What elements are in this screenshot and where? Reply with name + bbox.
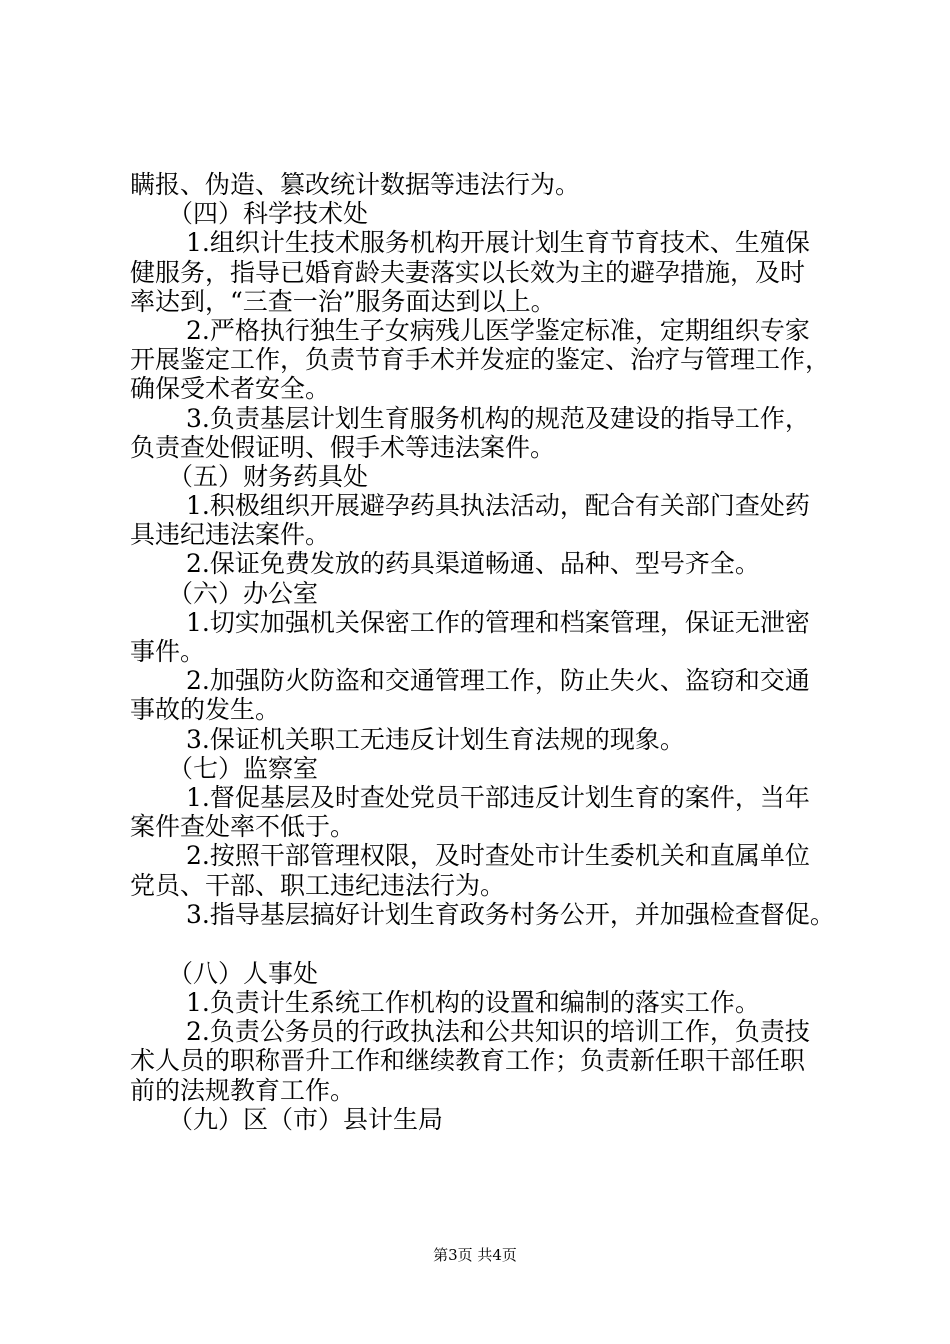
- item-first-line: 1.督促基层及时查处党员干部违反计划生育的案件，当年: [186, 782, 810, 812]
- section-heading: （五）财务药具处: [168, 461, 369, 491]
- body-line: 事故的发生。: [130, 695, 281, 725]
- body-line: 具违纪违法案件。: [130, 520, 331, 550]
- body-line: 确保受术者安全。: [130, 374, 331, 404]
- body-line: 前的法规教育工作。: [130, 1075, 356, 1105]
- body-line: 案件查处率不低于。: [130, 812, 356, 842]
- item-first-line: 3.保证机关职工无违反计划生育法规的现象。: [186, 724, 685, 754]
- body-line: 事件。: [130, 637, 206, 666]
- body-line: 开展鉴定工作，负责节育手术并发症的鉴定、治疗与管理工作，: [130, 345, 831, 375]
- item-first-line: 1.切实加强机关保密工作的管理和档案管理，保证无泄密: [186, 607, 810, 637]
- body-line: 率达到，“三查一治”服务面达到以上。: [130, 286, 556, 316]
- body-line: 负责查处假证明、假手术等违法案件。: [130, 432, 556, 462]
- document-body: [130, 170, 845, 1134]
- item-first-line: 2.按照干部管理权限，及时查处市计生委机关和直属单位: [186, 841, 810, 871]
- item-first-line: 2.负责公务员的行政执法和公共知识的培训工作，负责技: [186, 1017, 810, 1047]
- item-first-line: 3.负责基层计划生育服务机构的规范及建设的指导工作，: [186, 403, 810, 433]
- item-first-line: 2.保证免费发放的药具渠道畅通、品种、型号齐全。: [186, 549, 760, 579]
- section-heading: （九）区（市）县计生局: [168, 1104, 444, 1134]
- section-heading: （八）人事处: [168, 958, 319, 988]
- section-heading: （七）监察室: [168, 753, 319, 783]
- body-line: 健服务，指导已婚育龄夫妻落实以长效为主的避孕措施，及时: [130, 257, 806, 287]
- item-first-line: 2.加强防火防盗和交通管理工作，防止失火、盗窃和交通: [186, 666, 810, 696]
- item-first-line: 1.组织计生技术服务机构开展计划生育节育技术、生殖保: [186, 228, 810, 258]
- body-line: 术人员的职称晋升工作和继续教育工作；负责新任职干部任职: [130, 1046, 806, 1076]
- body-line: 瞒报、伪造、篡改统计数据等违法行为。: [130, 170, 581, 199]
- item-first-line: 1.积极组织开展避孕药具执法活动，配合有关部门查处药: [186, 491, 810, 521]
- body-line: 党员、干部、职工违纪违法行为。: [130, 870, 506, 900]
- item-first-line: 2.严格执行独生子女病残儿医学鉴定标准，定期组织专家: [186, 315, 810, 345]
- section-heading: （六）办公室: [168, 578, 319, 608]
- section-heading: （四）科学技术处: [168, 199, 369, 229]
- page-number: 第3页 共4页: [433, 1246, 517, 1264]
- item-first-line: 1.负责计生系统工作机构的设置和编制的落实工作。: [186, 988, 760, 1018]
- item-first-line: 3.指导基层搞好计划生育政务村务公开，并加强检查督促。: [186, 899, 835, 929]
- paragraph-gap: [130, 929, 845, 959]
